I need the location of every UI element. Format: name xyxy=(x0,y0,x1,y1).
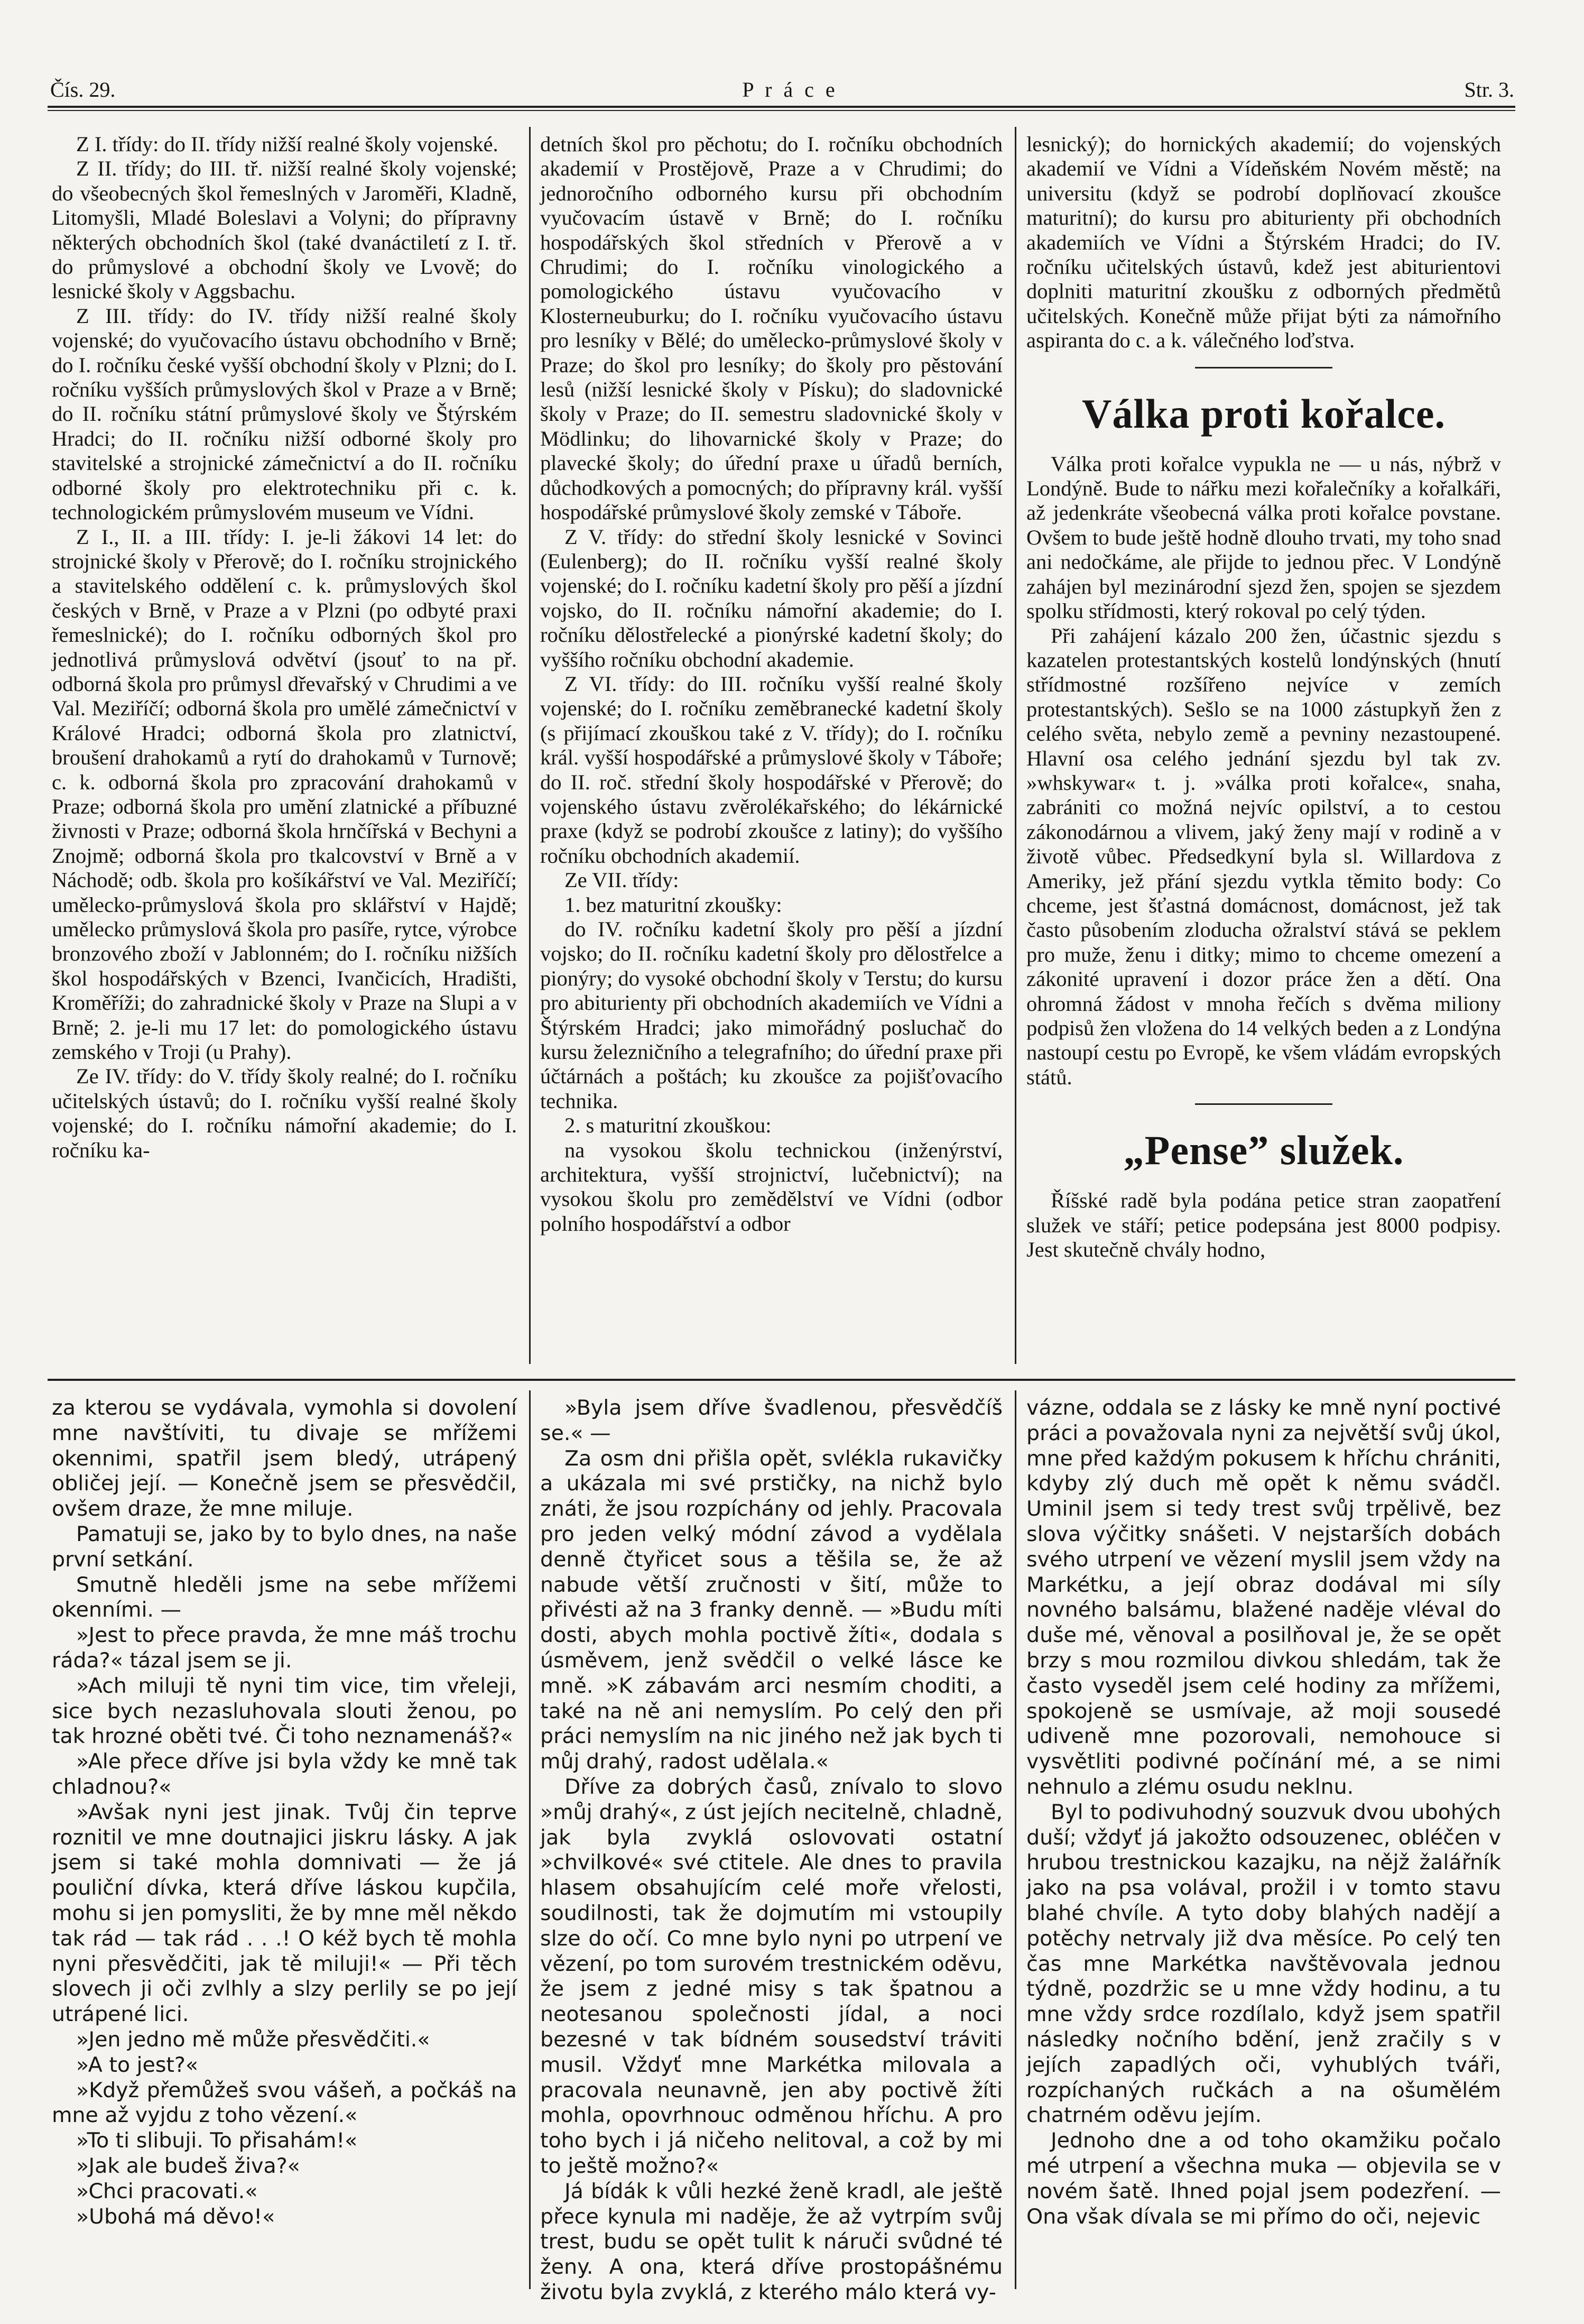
header-rule-thin xyxy=(48,110,1515,111)
feuilleton-rule xyxy=(48,1379,1515,1381)
paragraph: »Chci pracovati.« xyxy=(76,2179,258,2203)
paragraph: Ze VII. třídy: xyxy=(564,868,679,892)
article-headline: „Pense” služek. xyxy=(1123,1127,1404,1174)
paragraph: vázne, oddala se z lásky ke mně nyní poctivé práci a považovala nyni za největší svůj úkol, mne před každým pokusem k hříchu chrániti, kdyby zlý duch mě opět k němu svádčl. Uminil jsem si tedy trest svůj trpělivě, bez slova výčitky snášeti. V nejstarších dobách svého utrpení ve vězení myslil jsem vždy na Markétku, a její obraz dodával mi síly novného balsámu, blažené naděje vlévaI do duše mé, věnoval a posilňoval je, že se opět brzy s mou rozmilou divkou shledám, tak že často vyseděl jsem celé hodiny za mřížemi, spokojeně se usmívaje, až moji sousedé udiveně mne pozorovali, nemohouce si vysvětliti podivné počínání mé, a se nimi nehnulo a zlému osudu neklnu. xyxy=(1026,1396,1501,1799)
paragraph: lesnický); do hornických akademií; do vojenských akademií ve Vídni a Vídeňském Novém městě; na universitu (když se podrobí doplňovací zkoušce maturitní); do kursu pro abiturienty při obchodních akademiích ve Vídni a Štýrském Hradci; do IV. ročníku učitelských ústavů, kdež jest abiturientovi doplniti maturitní zkoušku z odborných předmětů učitelských. Konečně může přijat býti za námořního aspiranta do c. a k. válečného loďstva. xyxy=(1026,132,1501,353)
column-divider xyxy=(529,127,531,1364)
feuilleton-column-1 xyxy=(52,1396,517,2229)
column-divider xyxy=(529,1390,531,2289)
paragraph: »A to jest?« xyxy=(76,2052,199,2077)
article-headline: Válka proti kořalce. xyxy=(1081,390,1446,437)
paragraph: Z V. třídy: do střední školy lesnické v Sovinci (Eulenberg); do II. ročníku vyšší realné školy vojenské; do I. ročníku kadetní školy pro pěší a jízdní vojsko, do II. ročníku námořní akademie; do I. ročníku dělostřelecké a pionýrské kadetní školy; do vyššího ročníku obchodní akademie. xyxy=(540,524,1003,671)
paragraph: Z III. třídy: do IV. třídy nižší realné školy vojenské; do vyučovacího ústavu obchodního v Brně; do I. ročníku české vyšší obchodní školy v Plzni; do I. ročníku vyšších průmyslových škol v Praze a v Brně; do II. ročníku státní průmyslové školy ve Štýrském Hradci; do II. ročníku nižší odborné školy pro stavitelské a strojnické zámečnictví a do II. ročníku odborné školy pro elektrotechniku při c. k. technologickém průmyslovém museum ve Vídni. xyxy=(52,303,517,524)
paragraph: Byl to podivuhodný souzvuk dvou ubohých duší; vždyť já jakožto odsouzenec, obléčen v hrubou trestnickou kazajku, na nějž žalářník jako na psa volával, prožil i v tomto stavu blahé chvíle. A tyto doby blahých nadějí a potěchy netrvaly již dva měsíce. Po celý ten čas mne Markétka navštěvovala jednou týdně, pozdržic se u mne vždy hodinu, a tu mne vždy srdce rozdílalo, když jsem spatřil následky nočního bdění, jenž zračily s v jejích zapadlých oči, vyhublých tváři, rozpíchaných ručkách a na ošumělém chatrném oděvu jejím. xyxy=(1026,1800,1501,2128)
paragraph: Při zahájení kázalo 200 žen, účastnic sjezdu s kazatelen protestantských kostelů londýnských (hnutí střídmostné rozšířeno nejvíce v zemích protestantských). Sešlo se na 1000 zástupkyň žen z celého světa, nebylo země a pevniny nezastoupené. Hlavní osa celého jednání sjezdu byl tak zv. »whskywar« t. j. »válka proti kořalce«, snaha, zabrániti co možná nejvíc opilství, a to cestou zákonodárnou a vlivem, jaký ženy mají v rodině a v životě vůbec. Předsedkyní byla sl. Willardova z Ameriky, jež přání sjezdu vytkla těmito body: Co chceme, jest šťastná domácnost, domácnost, jež tak často působením zloducha ožralství stává se peklem pro muže, ženu i ditky; mimo to chceme omezení a zákonité upravení i dozor práce žen a dětí. Ona ohromná žádost v mnoha řečích s dvěma miliony podpisů žen vložena do 14 velkých beden a z Londýna nastoupí cestu po Evropě, ke všem vládám evropských států. xyxy=(1026,623,1501,1089)
paragraph: »Jak ale budeš živa?« xyxy=(76,2153,300,2178)
paragraph: Jednoho dne a od toho okamžiku počalo mé utrpení a všechna muka — objevila se v novém šatě. Ihned pojal jsem podezření. — Ona však dívala se mi přímo do oči, nejevic xyxy=(1026,2128,1501,2229)
newspaper-title: P r á c e xyxy=(742,78,838,102)
header-rule xyxy=(48,106,1515,108)
column-divider xyxy=(1015,1390,1016,2289)
paragraph: »To ti slibuji. To přisahám!« xyxy=(76,2128,358,2153)
paragraph: do IV. ročníku kadetní školy pro pěší a jízdní vojsko; do II. ročníku kadetní školy pro dělostřelce a pionýry; do vysoké obchodní školy v Terstu; do kursu pro abiturienty při obchodních akademiích ve Vídni a Štýrském Hradci; jako mimořádný posluchač do kursu železničního a telegrafního; do úřední praxe při účtárnách a poštách; ku zkoušce za pojišťovacího technika. xyxy=(540,917,1003,1113)
page-number: Str. 3. xyxy=(1464,78,1514,102)
paragraph: »Ach miluji tě nyni tim vice, tim vřeleji, sice bych nezasluhovala slouti ženou, po tak hrozné oběti tvé. Či toho neznamenáš?« xyxy=(52,1673,517,1749)
paragraph: »Avšak nyni jest jinak. Tvůj čin teprve roznitil ve mne doutnajici jiskru lásky. A jak jsem si také mohla domnivati — že já pouliční dívka, která dříve láskou kupčila, mohu si jen pomysliti, že by mne měl někdo tak rád — tak rád . . .! O kéž bych tě mohla nyni přesvědčiti, jak tě miluji!« — Při těch slovech ji oči zvlhly a slzy perlily se po její utrápené lici. xyxy=(52,1800,517,2027)
paragraph: »Byla jsem dříve švadlenou, přesvědčíš se.« — xyxy=(540,1396,1003,1445)
paragraph: Já bídák k vůli hezké ženě kradl, ale ještě přece kynula mi naděje, že až vytrpím svůj trest, budu se opět tulit k náruči svůdné té ženy. A ona, která dříve prostopášnému životu byla zvyklá, z kterého málo která vy- xyxy=(540,2179,1003,2304)
paragraph: Za osm dni přišla opět, svlékla rukavičky a ukázala mi své prstičky, na nichž bylo znáti, že jsou rozpíchány od jehly. Pracovala pro jeden velký módní závod a vydělala denně čtyřicet sous a těšila se, že až nabude větší zručnosti v šití, může to přivésti až na 3 franky denně. — »Budu míti dosti, abych mohla poctivě žíti«, dodala s úsměvem, jenž svědčil o velké lásce ke mně. »K zábavám arci nesmím choditi, a také na ně ani nemyslím. Po celý den při práci nemyslím na nic jiného než jak bych ti můj drahý, radost udělala.« xyxy=(540,1446,1003,1774)
paragraph: Smutně hleděli jsme na sebe mřížemi okenními. — xyxy=(52,1572,517,1622)
paragraph: Z VI. třídy: do III. ročníku vyšší realné školy vojenské; do I. ročníku zeměbranecké kadetní školy (s přijímací zkouškou také z V. třídy); do I. ročníku král. vyšší hospodářské a průmyslové školy v Táboře; do II. roč. střední školy hospodářské v Přerově; do vojenského ústavu zvěrolékařského; do lékárnické praxe (když se podrobí zkoušce z latiny); do vyššího ročníku obchodních akademií. xyxy=(540,671,1003,868)
paragraph: Z I. třídy: do II. třídy nižší realné školy vojenské. xyxy=(76,132,498,156)
paragraph: »Jest to přece pravda, že mne máš trochu ráda?« tázal jsem se ji. xyxy=(52,1623,517,1673)
paragraph: Z I., II. a III. třídy: I. je-li žákovi 14 let: do strojnické školy v Přerově; do I. ročníku strojnického a stavitelského oddělení c. k. průmyslových škol českých v Brně, v Praze a v Plzni (po odbyté praxi řemeslnické); do I. ročníku odborných škol pro jednotlivá průmyslová odvětví (jsouť to na př. odborná škola pro průmysl dřevařský v Chrudimi a ve Val. Meziříčí; odborná škola pro umělé zámečnictví v Králové Hradci; odborná škola pro zlatnictví, broušení drahokamů a rytí do drahokamů v Turnově; c. k. odborná škola pro zpracování drahokamů v Praze; odborná škola pro umění zlatnické a příbuzné živnosti v Praze; odborná škola hrnčířská v Bechyni a Znojmě; odborná škola pro tkalcovství v Brně a v Náchodě; odb. škola pro košíkářství ve Val. Meziříčí; umělecko-průmyslová škola pro sklářství v Hajdě; umělecko průmyslová škola pro pasíře, rytce, výrobce bronzového zboží v Jablonném; do I. ročníku nižších škol hospodářských v Bzenci, Ivančicích, Hradišti, Kroměříži; do zahradnické školy v Praze na Slupi a v Brně; 2. je-li mu 17 let: do pomologického ústavu zemského v Troji (u Prahy). xyxy=(52,524,517,1064)
paragraph: Z II. třídy; do III. tř. nižší realné školy vojenské; do všeobecných škol řemeslných v Jaroměři, Kladně, Litomyšli, Mladé Boleslavi a Volyni; do přípravny některých obchodních škol (také dvanáctiletí z I. tř. do průmyslové a obchodní školy ve Lvově; do lesnické školy v Aggsbachu. xyxy=(52,156,517,303)
paragraph: 1. bez maturitní zkoušky: xyxy=(564,892,782,917)
paragraph: Říšské radě byla podána petice stran zaopatření služek ve stáří; petice podepsána jest 8000 podpisy. Jest skutečně chvály hodno, xyxy=(1026,1188,1501,1262)
paragraph: na vysokou školu technickou (inženýrství, architektura, vyšší strojnictví, lučebnictví); na vysokou školu pro zemědělství ve Vídni (odbor polního hospodářství a odbor xyxy=(540,1138,1003,1235)
issue-number: Čís. 29. xyxy=(50,78,116,102)
paragraph: Dříve za dobrých časů, znívalo to slovo »můj drahý«, z úst jejích necitelně, chladně, jak byla zvyklá oslovovati ostatní »chvilkové« své ctitele. Ale dnes to pravila hlasem obsahujícím celé moře vřelosti, soudilnosti, tak že dojmutím mi vstoupily slze do očí. Co mne bylo nyni po utrpení ve vězení, po tom surovém trestnickém oděvu, že jsem z jedné misy s tak špatnou a neotesanou společnosti jídal, a noci bezesné v tak bídném sousedství tráviti musil. Vždyť mne Markétka milovala a pracovala neunavně, jen aby poctivě žíti mohla, opovrhnouc odměnou hříchu. A pro toho bych i já ničeho nelitoval, a což by mi to ještě možno?« xyxy=(540,1774,1003,2178)
paragraph: Pamatuji se, jako by to bylo dnes, na naše první setkání. xyxy=(52,1521,517,1572)
upper-column-2 xyxy=(540,132,1003,1236)
paragraph: »Ale přece dříve jsi byla vždy ke mně tak chladnou?« xyxy=(52,1749,517,1799)
paragraph: Ze IV. třídy: do V. třídy školy realné; do I. ročníku učitelských ústavů; do I. ročníku vyšší realné školy vojenské; do I. ročníku námořní akademie; do I. ročníku ka- xyxy=(52,1064,517,1162)
paragraph: »Ubohá má děvo!« xyxy=(76,2204,275,2229)
paragraph: »Když přemůžeš svou vášeň, a počkáš na mne až vyjdu z toho vězení.« xyxy=(52,2078,517,2128)
upper-column-1 xyxy=(52,132,517,1163)
feuilleton-column-2 xyxy=(540,1396,1003,2305)
paragraph: »Jen jedno mě může přesvědčiti.« xyxy=(76,2027,430,2052)
paragraph: Válka proti kořalce vypukla ne — u nás, nýbrž v Londýně. Bude to nářku mezi kořalečníky a kořalkáři, až jedenkráte všeobecná válka proti kořalce povstane. Ovšem to bude ještě hodně dlouho trvati, my toho snad ani nedočkáme, ale přijde to jednou přec. V Londýně zahájen byl mezinárodní sjezd žen, spojen se sjezdem spolku střídmosti, který rokoval po celý týden. xyxy=(1026,451,1501,623)
column-divider xyxy=(1015,127,1016,1364)
paragraph: 2. s maturitní zkouškou: xyxy=(564,1113,772,1138)
upper-column-3 xyxy=(1026,132,1501,1262)
paragraph: detních škol pro pěchotu; do I. ročníku obchodních akademií v Prostějově, Praze a v Chrudimi; do jednoročního odborného kursu při obchodním vyučovacím ústavě v Brně; do I. ročníku hospodářských škol středních v Přerově a v Chrudimi; do I. ročníku vinologického a pomologického ústavu vyučovacího v Klosterneuburku; do I. ročníku vyučovacího ústavu pro lesníky v Bělé; do umělecko-průmyslové školy v Praze; do škol pro lesníky; do školy pro pěstování lesů (nižší lesnické školy v Písku); do sladovnické školy v Praze; do II. semestru sladovnické školy v Mödlinku; do lihovarnické školy v Praze; do plavecké školy; do úřední praxe u úřadů berních, důchodkových a pomocných; do přípravny král. vyšší hospodářské průmyslové školy zemské v Táboře. xyxy=(540,132,1003,524)
section-divider xyxy=(1195,367,1332,368)
paragraph: za kterou se vydávala, vymohla si dovolení mne navštíviti, tu divaje se mřížemi okennimi, spatřil jsem bledý, utrápený obličej její. — Konečně jsem se přesvědčil, ovšem draze, že mne miluje. xyxy=(52,1396,517,1521)
section-divider xyxy=(1195,1103,1332,1105)
feuilleton-column-3 xyxy=(1026,1396,1501,2229)
